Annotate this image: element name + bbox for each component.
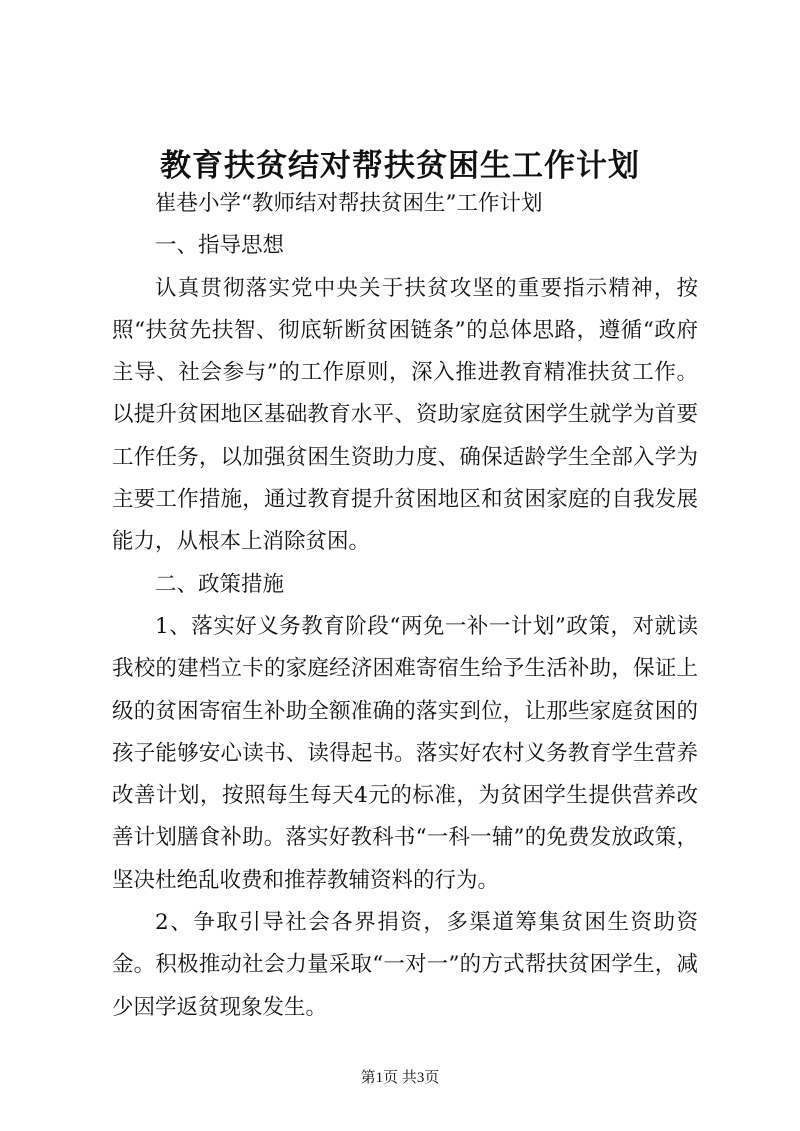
body-paragraph: 认真贯彻落实党中央关于扶贫攻坚的重要指示精神，按照“扶贫先扶智、彻底斩断贫困链条”的总体思路，遵循“政府主导、社会参与”的工作原则，深入推进教育精准扶贫工作。以提升贫困地区基础教育水平、资助家庭贫困学生就学为首要工作任务，以加强贫困生资助力度、确保适龄学生全部入学为主要工作措施，通过教育提升贫困地区和贫困家庭的自我发展能力，从根本上消除贫困。 bbox=[112, 275, 698, 555]
page-number-footer: 第1页 共3页 bbox=[360, 1070, 440, 1086]
plan-subtitle: 崔巷小学“教师结对帮扶贫困生”工作计划 bbox=[155, 191, 543, 216]
document-body bbox=[112, 183, 698, 1029]
document-title: 教育扶贫结对帮扶贫困生工作计划 bbox=[160, 148, 640, 184]
section-heading-guiding-ideology: 一、指导思想 bbox=[155, 233, 285, 259]
section-heading-policy-measures: 二、政策措施 bbox=[155, 571, 285, 597]
body-paragraph: 1、落实好义务教育阶段“两免一补一计划”政策，对就读我校的建档立卡的家庭经济困难寄宿生给予生活补助，保证上级的贫困寄宿生补助全额准确的落实到位，让那些家庭贫困的孩子能够安心读书、读得起书。落实好农村义务教育学生营养改善计划，按照每生每天4元的标准，为贫困学生提供营养改善计划膳食补助。落实好教科书“一科一辅”的免费发放政策，坚决杜绝乱收费和推荐教辅资料的行为。 bbox=[112, 613, 698, 893]
body-paragraph: 2、争取引导社会各界捐资，多渠道筹集贫困生资助资金。积极推动社会力量采取“一对一”的方式帮扶贫困学生，减少因学返贫现象发生。 bbox=[112, 910, 698, 1020]
